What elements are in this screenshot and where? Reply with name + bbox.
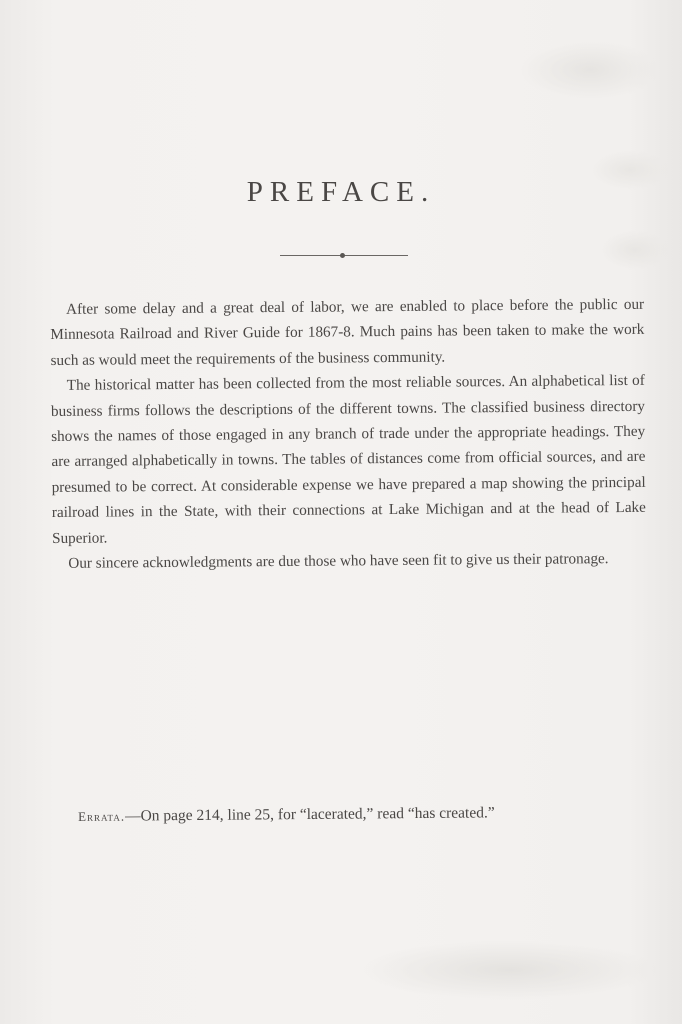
preface-body: [50, 292, 646, 577]
paragraph: After some delay and a great deal of labor, we are enabled to place before the public our Minnesota Railroad and River Guide for 1867-8. Much pains has been taken to make the work such as would meet the requirements of the business community.: [50, 295, 645, 369]
show-through-mark: [520, 40, 660, 100]
paragraph: Our sincere acknowledgments are due those who have seen fit to give us their patronage.: [68, 550, 609, 572]
errata-note: [78, 803, 638, 826]
errata-text: —On page 214, line 25, for “lacerated,” read “has created.”: [124, 804, 495, 825]
rule-ornament-dot: [340, 253, 345, 258]
paragraph: The historical matter has been collected from the most reliable sources. An alphabetical list of business firms follows the descriptions of the different towns. The classified business directory shows the names of those engaged in any branch of trade under the appropriate headings. They are arranged alphabetically in towns. The tables of distances come from official sources, and are presumed to be correct. At considerable expense we have prepared a map showing the principal railroad lines in the State, with their connections at Lake Michigan and at the head of Lake Superior.: [50, 372, 646, 547]
show-through-mark: [600, 230, 670, 270]
show-through-mark: [360, 940, 660, 1000]
errata-label: Errata.: [78, 808, 126, 824]
page-title: PREFACE.: [246, 176, 436, 208]
